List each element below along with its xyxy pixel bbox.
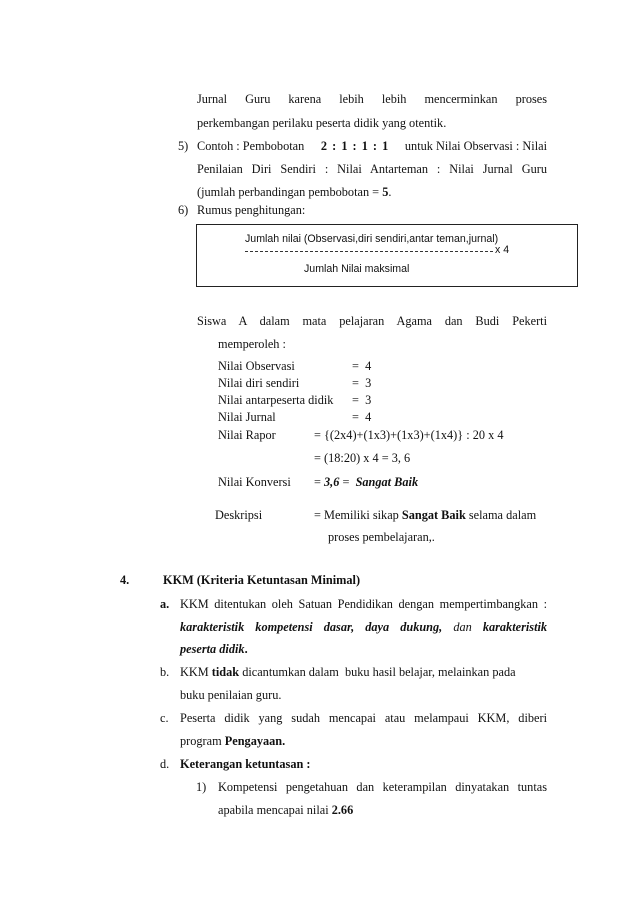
item-5-line-1: Contoh : Pembobotan 2 : 1 : 1 : 1 untuk Nilai Observasi : Nilai <box>197 139 547 153</box>
formula-fraction-line <box>245 251 493 252</box>
score-label-antarpeserta: Nilai antarpeserta didik <box>218 393 334 407</box>
intro-line-2: perkembangan perilaku peserta didik yang otentik. <box>197 116 447 130</box>
konversi-predicate: Sangat Baik <box>355 475 419 489</box>
rapor-calculation-2: = (18:20) x 4 = 3, 6 <box>314 451 411 465</box>
score-label-diri-sendiri: Nilai diri sendiri <box>218 376 300 390</box>
item-c-line-1: Peserta didik yang sudah mencapai atau melampaui KKM, diberi <box>180 711 547 725</box>
deskripsi-label: Deskripsi <box>215 508 263 522</box>
deskripsi-text: = Memiliki sikap Sangat Baik selama dalam <box>314 508 537 522</box>
item-d1-number: 1) <box>196 780 207 794</box>
formula-numerator: Jumlah nilai (Observasi,diri sendiri,antar teman,jurnal) <box>245 233 499 245</box>
rapor-label: Nilai Rapor <box>218 428 276 442</box>
item-a-line-1: KKM ditentukan oleh Satuan Pendidikan dengan mempertimbangkan : <box>180 597 547 611</box>
section-4-number: 4. <box>120 573 130 587</box>
item-5-line-2: Penilaian Diri Sendiri : Nilai Antarteman : Nilai Jurnal Guru <box>197 162 547 176</box>
konversi-result: = 3,6 = Sangat Baik <box>314 475 419 489</box>
item-b-line-2: buku penilaian guru. <box>180 688 282 702</box>
item-d1-line-2: apabila mencapai nilai 2.66 <box>218 803 354 817</box>
score-value-observasi: = 4 <box>352 359 372 373</box>
item-6-number: 6) <box>178 203 189 217</box>
score-label-observasi: Nilai Observasi <box>218 359 295 373</box>
rapor-calculation: = {(2x4)+(1x3)+(1x3)+(1x4)} : 20 x 4 <box>314 428 504 442</box>
score-value-diri-sendiri: = 3 <box>352 376 372 390</box>
score-value-jurnal: = 4 <box>352 410 372 424</box>
item-d1-line-1: Kompetensi pengetahuan dan keterampilan dinyatakan tuntas <box>218 780 547 794</box>
formula-multiplier: x 4 <box>495 244 510 256</box>
section-4-title: KKM (Kriteria Ketuntasan Minimal) <box>163 573 361 587</box>
konversi-label: Nilai Konversi <box>218 475 291 489</box>
score-value-antarpeserta: = 3 <box>352 393 372 407</box>
item-5-number: 5) <box>178 139 189 153</box>
item-c-line-2: program Pengayaan. <box>180 734 286 748</box>
score-label-jurnal: Nilai Jurnal <box>218 410 276 424</box>
konversi-value: 3,6 <box>324 475 340 489</box>
formula-denominator: Jumlah Nilai maksimal <box>304 263 410 275</box>
item-a-line-3: peserta didik. <box>180 642 248 656</box>
intro-line-1: Jurnal Guru karena lebih lebih mencerminkan proses <box>197 92 547 106</box>
item-d-title: Keterangan ketuntasan : <box>180 757 311 771</box>
item-a-line-2: karakteristik kompetensi dasar, daya dukung, dan karakteristik <box>180 620 548 634</box>
example-intro-2: memperoleh : <box>218 337 286 351</box>
deskripsi-text-2: proses pembelajaran,. <box>328 530 435 544</box>
ratio-value: 2 : 1 : 1 : 1 <box>320 139 389 153</box>
item-6-label: Rumus penghitungan: <box>197 203 306 217</box>
example-intro: Siswa A dalam mata pelajaran Agama dan Budi Pekerti <box>197 314 548 328</box>
item-b-line-1: KKM tidak dicantumkan dalam buku hasil belajar, melainkan pada <box>180 665 516 679</box>
item-a-letter: a. <box>160 597 170 611</box>
total-weight: 5 <box>382 185 389 199</box>
item-5-line-3: (jumlah perbandingan pembobotan = 5. <box>197 185 392 199</box>
item-d-letter: d. <box>160 757 170 771</box>
item-b-letter: b. <box>160 665 170 679</box>
kkm-threshold: 2.66 <box>331 803 354 817</box>
item-c-letter: c. <box>160 711 169 725</box>
